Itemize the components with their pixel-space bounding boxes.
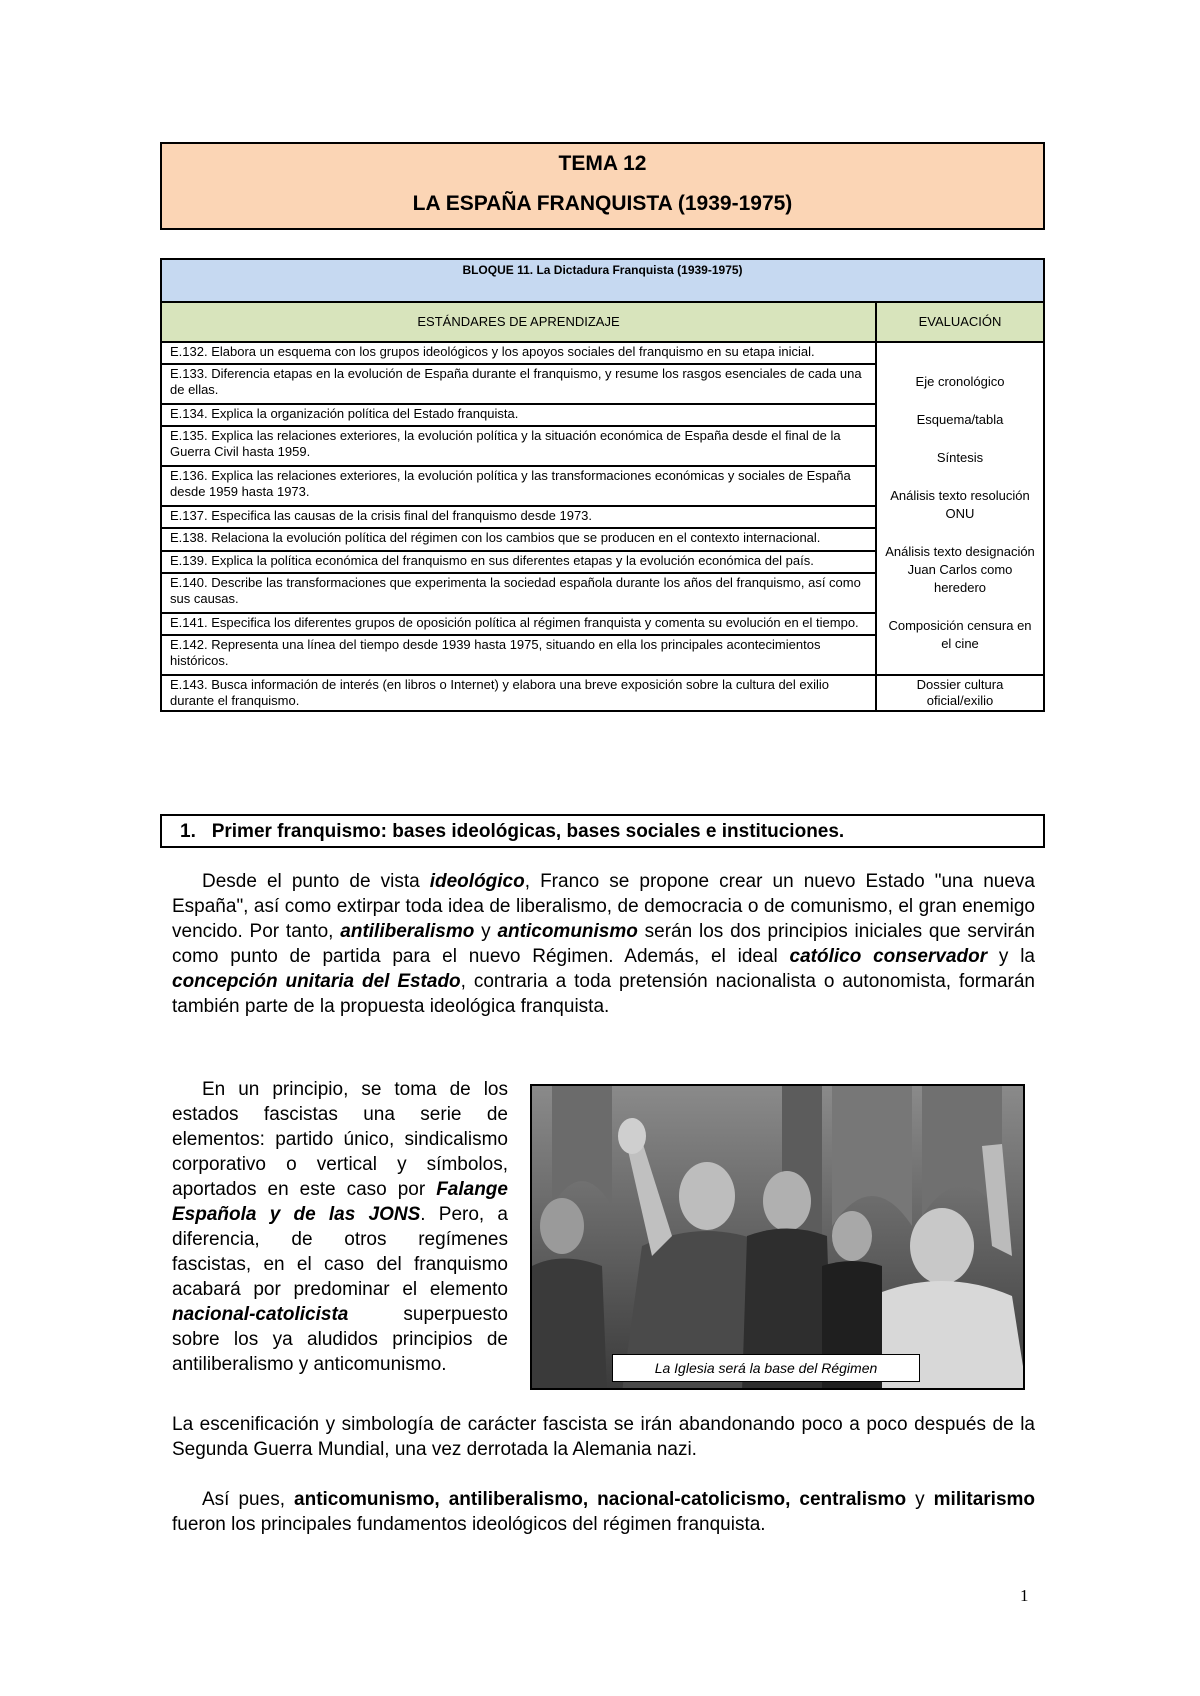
- standard-row: E.132. Elabora un esquema con los grupos ideológicos y los apoyos sociales del franquismo en su etapa inicial.: [161, 342, 876, 364]
- standard-row: E.143. Busca información de interés (en libros o Internet) y elabora una breve exposición sobre la cultura del exilio durante el franquismo.: [161, 675, 876, 711]
- evaluation-item: Análisis texto designación Juan Carlos como heredero: [885, 544, 1035, 595]
- standard-row: E.136. Explica las relaciones exteriores, la evolución política y las transformaciones económicas y sociales de España desde 1959 hasta 1973.: [161, 466, 876, 506]
- topic-title: LA ESPAÑA FRANQUISTA (1939-1975): [412, 192, 793, 215]
- standard-row: E.142. Representa una línea del tiempo desde 1939 hasta 1975, situando en ella los principales acontecimientos históricos.: [161, 635, 876, 675]
- topic-number: TEMA 12: [558, 152, 647, 175]
- standard-row: E.139. Explica la política económica del franquismo en sus diferentes etapas y la evolución económica del país.: [161, 551, 876, 573]
- standard-row: E.133. Diferencia etapas en la evolución de España durante el franquismo, y resume los rasgos esenciales de cada una de ellas.: [161, 364, 876, 404]
- standard-row: E.135. Explica las relaciones exteriores, la evolución política y la situación económica de España desde el final de la Guerra Civil hasta 1959.: [161, 426, 876, 466]
- evaluation-column-header: EVALUACIÓN: [876, 302, 1044, 342]
- evaluation-item: Esquema/tabla: [916, 412, 1004, 427]
- standard-row: E.137. Especifica las causas de la crisis final del franquismo desde 1973.: [161, 506, 876, 528]
- evaluation-item-last: Dossier cultura oficial/exilio: [876, 675, 1044, 711]
- photo-caption: La Iglesia será la base del Régimen: [612, 1354, 920, 1382]
- evaluation-list: [876, 342, 1044, 675]
- standard-row: E.138. Relaciona la evolución política del régimen con los cambios que se producen en el contexto internacional.: [161, 528, 876, 550]
- title-box: [160, 142, 1045, 230]
- paragraph-summary: Así pues, anticomunismo, antiliberalismo, nacional-catolicismo, centralismo y militarismo fueron los principales fundamentos ideológicos del régimen franquista.: [172, 1489, 1036, 1535]
- section-number: 1.: [180, 821, 196, 842]
- paragraph-fascist-elements: En un principio, se toma de los estados fascistas una serie de elementos: partido único, sindicalismo corporativo o vertical y símbolos, aportados en este caso por Falange Española y de las JONS. Pero, a diferencia, de otros regímenes fascistas, en el caso del franquismo acabará por predominar el elemento nacional-catolicista superpuesto sobre los ya aludidos principios de antiliberalismo y anticomunismo.: [172, 1079, 508, 1375]
- historical-photo: [530, 1084, 1025, 1390]
- paragraph-abandonment: La escenificación y simbología de carácter fascista se irán abandonando poco a poco después de la Segunda Guerra Mundial, una vez derrotada la Alemania nazi.: [172, 1414, 1035, 1460]
- standard-row: E.140. Describe las transformaciones que experimenta la sociedad española durante los años del franquismo, así como sus causas.: [161, 573, 876, 613]
- standards-column-header: ESTÁNDARES DE APRENDIZAJE: [161, 302, 876, 342]
- evaluation-item: Eje cronológico: [915, 374, 1005, 389]
- standards-table: [160, 258, 1045, 712]
- section-title: Primer franquismo: bases ideológicas, bases sociales e instituciones.: [211, 821, 845, 842]
- evaluation-item: Composición censura en el cine: [888, 618, 1032, 651]
- evaluation-item: Síntesis: [936, 450, 984, 465]
- photo-image: [532, 1086, 1025, 1390]
- bloque-header: BLOQUE 11. La Dictadura Franquista (1939-1975): [161, 259, 1044, 302]
- standard-row: E.134. Explica la organización política del Estado franquista.: [161, 404, 876, 426]
- evaluation-item: Análisis texto resolución ONU: [890, 488, 1030, 521]
- standard-row: E.141. Especifica los diferentes grupos de oposición política al régimen franquista y comenta su evolución en el tiempo.: [161, 613, 876, 635]
- section-heading: [160, 814, 1045, 848]
- paragraph-ideology: Desde el punto de vista ideológico, Franco se propone crear un nuevo Estado "una nueva España", así como extirpar toda idea de liberalismo, de democracia o de comunismo, el gran enemigo vencido. Por tanto, antiliberalismo y anticomunismo serán los dos principios iniciales que servirán como punto de partida para el nuevo Régimen. Además, el ideal católico conservador y la concepción unitaria del Estado, contraria a toda pretensión nacionalista o autonomista, formarán también parte de la propuesta ideológica franquista.: [172, 871, 1035, 1017]
- page-number: 1: [1020, 1586, 1029, 1605]
